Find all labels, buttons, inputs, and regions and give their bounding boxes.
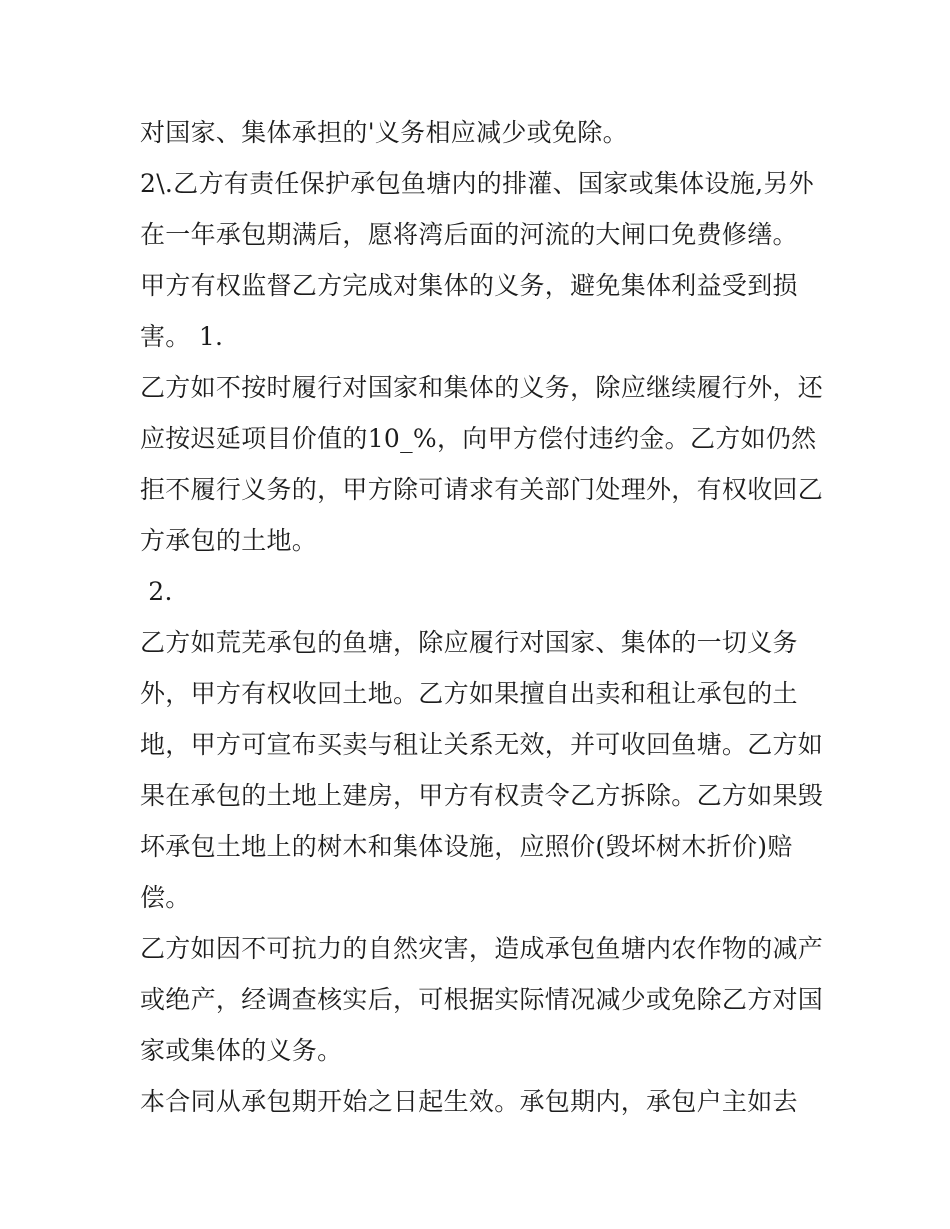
text-line: 应按迟延项目价值的10_%，向甲方偿付违约金。乙方如仍然 [140,424,817,453]
text-line: 方承包的土地。 [140,526,318,555]
text-line: 家或集体的义务。 [140,1036,343,1065]
text-line: 地，甲方可宣布买卖与租让关系无效，并可收回鱼塘。乙方如 [140,730,824,759]
text-line: 2. [140,577,173,606]
text-line: 乙方如不按时履行对国家和集体的义务，除应继续履行外，还 [140,373,824,402]
text-line: 本合同从承包期开始之日起生效。承包期内，承包户主如去 [140,1087,798,1116]
text-line: 或绝产，经调查核实后，可根据实际情况减少或免除乙方对国 [140,985,824,1014]
text-line: 对国家、集体承担的'义务相应减少或免除。 [140,118,628,147]
text-line: 害。 1. [140,322,224,351]
document-body [140,107,824,1127]
text-line: 坏承包土地上的树木和集体设施，应照价(毁坏树木折价)赔 [140,832,793,861]
text-line: 乙方如因不可抗力的自然灾害，造成承包鱼塘内农作物的减产 [140,934,824,963]
text-line: 甲方有权监督乙方完成对集体的义务，避免集体利益受到损 [140,271,798,300]
text-line: 果在承包的土地上建房，甲方有权责令乙方拆除。乙方如果毁 [140,781,824,810]
text-line: 拒不履行义务的，甲方除可请求有关部门处理外，有权收回乙 [140,475,824,504]
text-line: 偿。 [140,883,191,912]
text-line: 乙方如荒芜承包的鱼塘，除应履行对国家、集体的一切义务 [140,628,798,657]
text-line: 2\.乙方有责任保护承包鱼塘内的排灌、国家或集体设施,另外 [140,169,814,198]
text-line: 外，甲方有权收回土地。乙方如果擅自出卖和租让承包的土 [140,679,798,708]
text-line: 在一年承包期满后，愿将湾后面的河流的大闸口免费修缮。 [140,220,798,249]
